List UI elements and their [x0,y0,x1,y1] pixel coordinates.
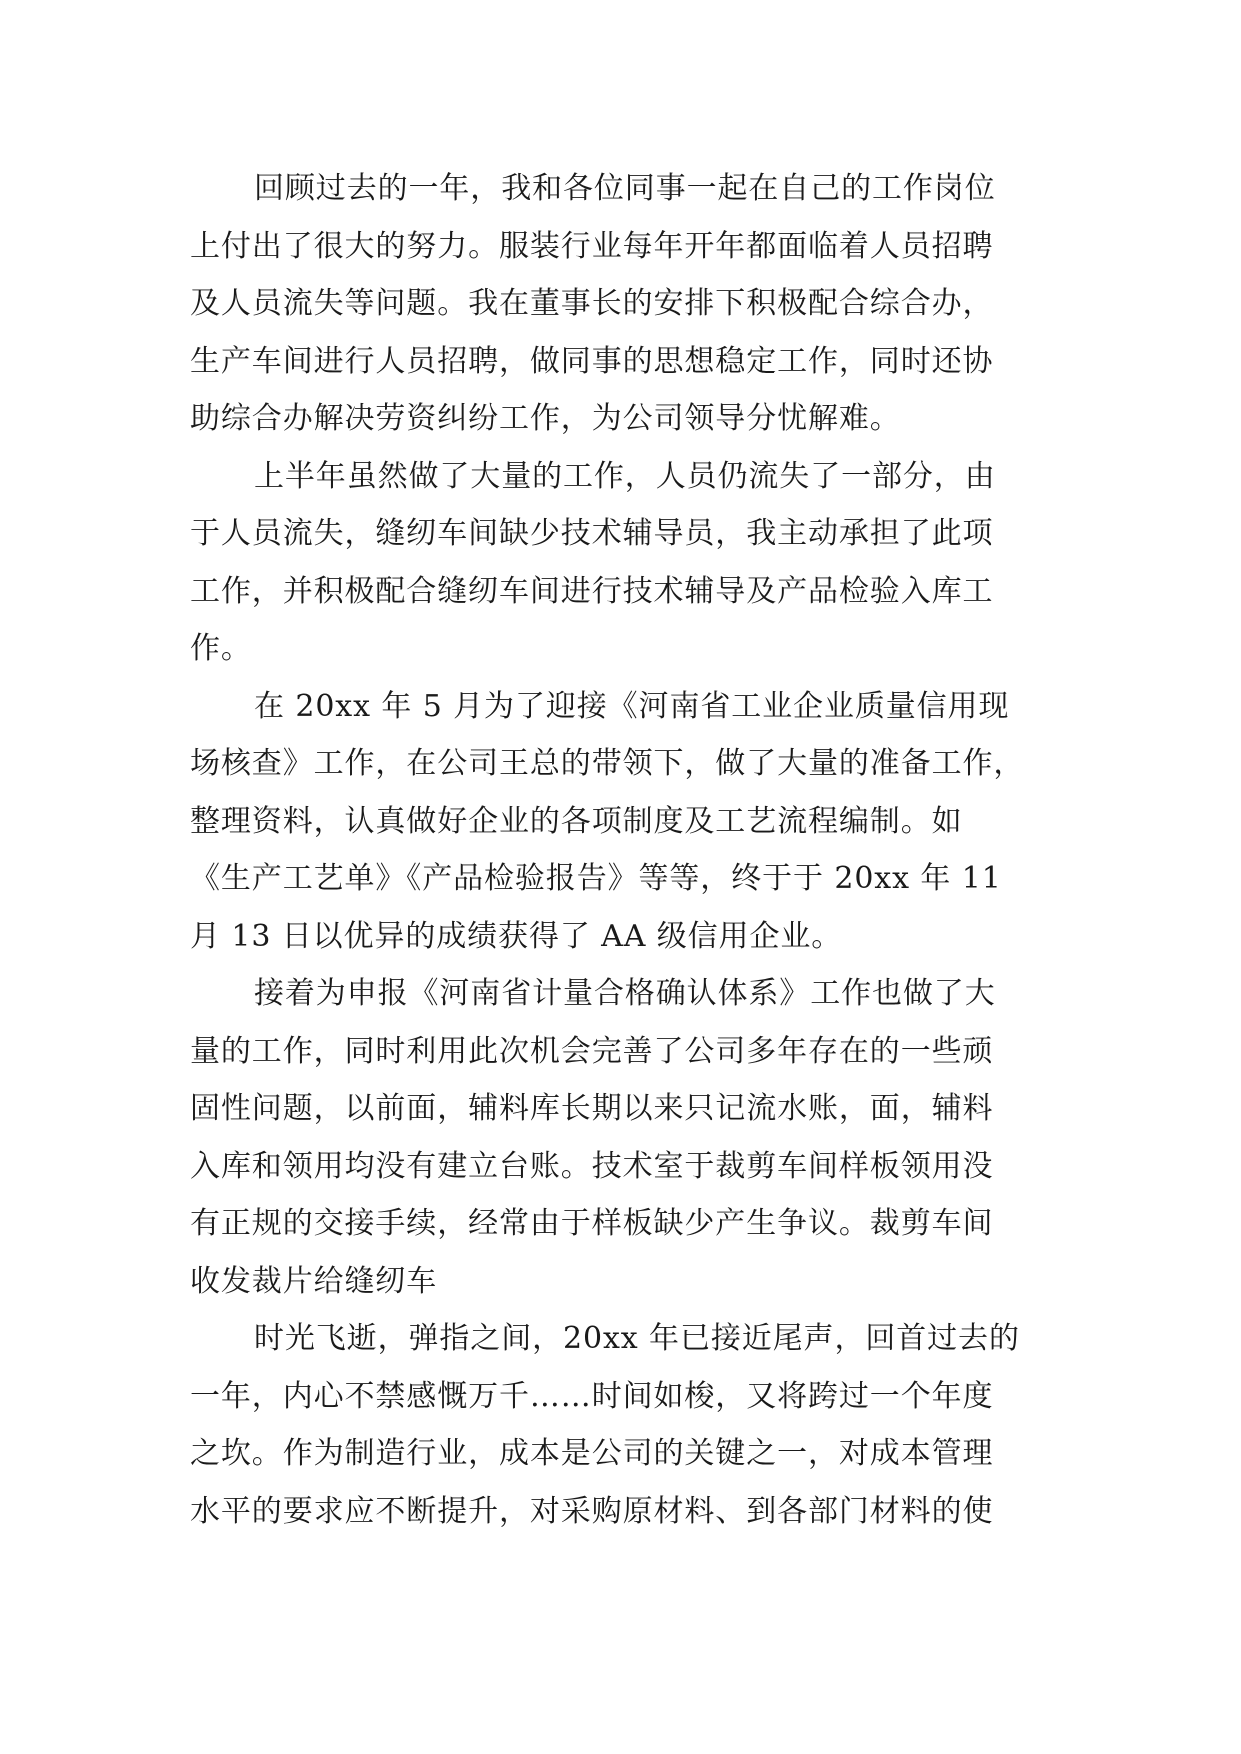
paragraph-line: 有正规的交接手续，经常由于样板缺少产生争议。裁剪车间 [190,1206,994,1241]
paragraph-line: 固性问题，以前面，辅料库长期以来只记流水账，面，辅料 [190,1091,994,1126]
paragraph-line: 《生产工艺单》《产品检验报告》等等，终于于 20xx 年 11 [190,861,1002,896]
paragraph-line: 整理资料，认真做好企业的各项制度及工艺流程编制。如 [190,803,963,839]
paragraph-first-line: 回顾过去的一年，我和各位同事一起在自己的工作岗位 [254,171,996,206]
paragraph-line: 水平的要求应不断提升，对采购原材料、到各部门材料的使 [190,1493,994,1529]
paragraph-first-line: 在 20xx 年 5 月为了迎接《河南省工业企业质量信用现 [254,688,1010,724]
paragraph-line: 上付出了很大的努力。服装行业每年开年都面临着人员招聘 [190,228,994,264]
paragraph-line: 场核查》工作，在公司王总的带领下，做了大量的准备工作， [190,746,1025,781]
paragraph-line: 之坎。作为制造行业，成本是公司的关键之一，对成本管理 [190,1436,994,1471]
paragraph-line: 月 13 日以优异的成绩获得了 AA 级信用企业。 [190,918,843,954]
paragraph-first-line: 接着为申报《河南省计量合格确认体系》工作也做了大 [254,976,996,1011]
paragraph-line: 工作，并积极配合缝纫车间进行技术辅导及产品检验入库工 [190,573,994,609]
paragraph-line: 于人员流失，缝纫车间缺少技术辅导员，我主动承担了此项 [190,516,994,551]
paragraph-line: 一年，内心不禁感慨万千……时间如梭，又将跨过一个年度 [190,1378,994,1414]
paragraph-line: 生产车间进行人员招聘，做同事的思想稳定工作，同时还协 [190,343,994,379]
paragraph-line: 量的工作，同时利用此次机会完善了公司多年存在的一些顽 [190,1033,994,1069]
paragraph-line: 作。 [190,631,252,666]
paragraph-first-line: 上半年虽然做了大量的工作，人员仍流失了一部分，由 [254,458,996,494]
paragraph-line: 入库和领用均没有建立台账。技术室于裁剪车间样板领用没 [190,1148,994,1184]
paragraph-line: 及人员流失等问题。我在董事长的安排下积极配合综合办， [190,286,994,321]
paragraph-line: 收发裁片给缝纫车 [190,1263,438,1299]
paragraph-line: 助综合办解决劳资纠纷工作，为公司领导分忧解难。 [190,401,901,436]
paragraph-first-line: 时光飞逝，弹指之间，20xx 年已接近尾声，回首过去的 [254,1321,1020,1356]
document-body [190,160,1070,1540]
